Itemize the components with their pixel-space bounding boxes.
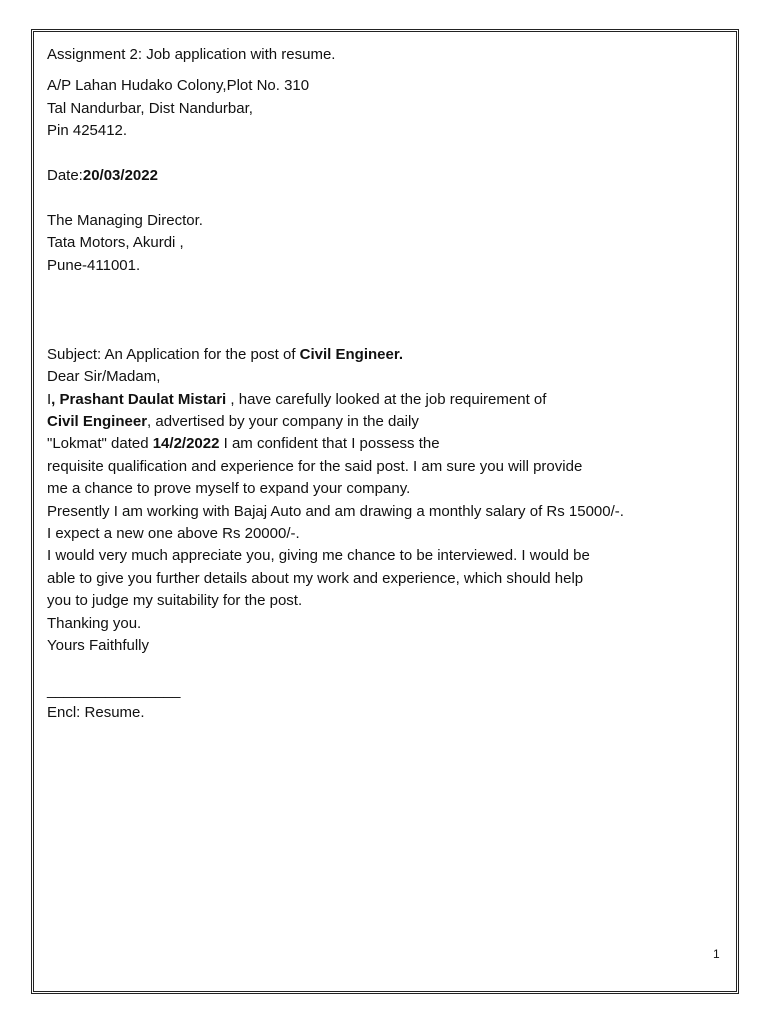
date-value: 20/03/2022 bbox=[82, 166, 158, 184]
body-text: I am confident that I possess the bbox=[219, 435, 440, 453]
body-line-4: requisite qualification and experience for the said post. I am sure you will provide bbox=[47, 457, 583, 475]
body-line-6: Presently I am working with Bajaj Auto and am drawing a monthly salary of Rs 15000/-. bbox=[47, 502, 624, 520]
body-line-10: you to judge my suitability for the post. bbox=[47, 592, 303, 610]
advert-date: 14/2/2022 bbox=[152, 435, 220, 453]
letter-body bbox=[47, 44, 727, 725]
sender-address-line-1: A/P Lahan Hudako Colony,Plot No. 310 bbox=[47, 77, 310, 95]
closing-thanks: Thanking you. bbox=[47, 614, 142, 632]
page-number: 1 bbox=[713, 947, 720, 961]
signature-line: ________________ bbox=[47, 681, 181, 699]
body-line-5: me a chance to prove myself to expand your company. bbox=[47, 480, 411, 498]
recipient-line-3: Pune-411001. bbox=[47, 256, 141, 274]
body-text: I bbox=[47, 390, 52, 408]
applicant-name: , Prashant Daulat Mistari bbox=[51, 390, 227, 408]
recipient-line-2: Tata Motors, Akurdi , bbox=[47, 234, 184, 252]
date-line bbox=[47, 165, 727, 187]
enclosure: Encl: Resume. bbox=[47, 704, 145, 722]
body-line-8: I would very much appreciate you, giving me chance to be interviewed. I would be bbox=[47, 547, 590, 565]
body-text: "Lokmat" dated bbox=[47, 435, 153, 453]
body-line-1 bbox=[47, 389, 727, 411]
sender-address-line-3: Pin 425412. bbox=[47, 122, 128, 140]
closing-sign-off: Yours Faithfully bbox=[47, 636, 149, 654]
subject-line bbox=[47, 344, 727, 366]
subject-post: Civil Engineer. bbox=[299, 345, 404, 363]
salutation: Dear Sir/Madam, bbox=[47, 368, 161, 386]
date-label: Date: bbox=[47, 166, 83, 184]
body-line-9: able to give you further details about my work and experience, which should help bbox=[47, 569, 584, 587]
recipient-line-1: The Managing Director. bbox=[47, 211, 203, 229]
post-name: Civil Engineer bbox=[47, 413, 148, 431]
sender-address-line-2: Tal Nandurbar, Dist Nandurbar, bbox=[47, 99, 253, 117]
subject-prefix: Subject: An Application for the post of bbox=[47, 345, 300, 363]
assignment-heading: Assignment 2: Job application with resume. bbox=[47, 46, 336, 63]
body-text: , advertised by your company in the daily bbox=[147, 413, 419, 431]
body-line-7: I expect a new one above Rs 20000/-. bbox=[47, 525, 300, 543]
body-line-2 bbox=[47, 411, 727, 433]
body-text: , have carefully looked at the job requirement of bbox=[226, 390, 547, 408]
body-line-3 bbox=[47, 433, 727, 455]
